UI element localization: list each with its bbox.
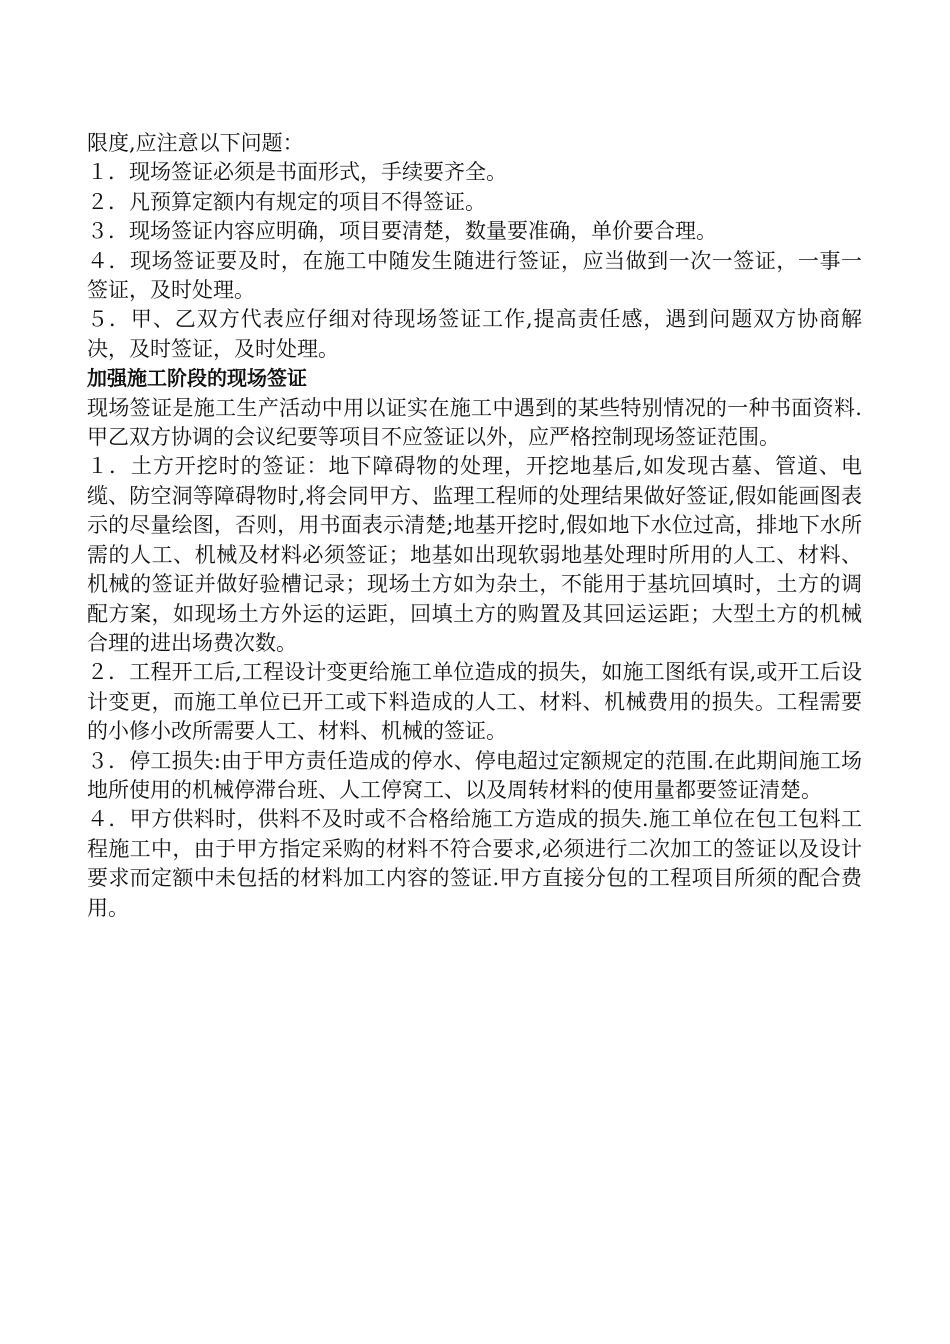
section1-intro: 限度,应注意以下问题：: [87, 131, 304, 155]
list-item: ４．甲方供料时，供料不及时或不合格给施工方造成的损失.施工单位在包工包料工程施工中，由于甲方指定采购的材料不符合要求,必须进行二次加工的签证以及设计要求而定额中未包括的材料加工内容的签证.甲方直接分包的工程项目所须的配合费用。: [87, 807, 862, 920]
document-body: [87, 129, 862, 923]
list-item: ３．现场签证内容应明确，项目要清楚，数量要准确，单价要合理。: [87, 219, 717, 244]
list-item: ２．凡预算定额内有规定的项目不得签证。: [87, 189, 486, 214]
list-item: ２．工程开工后,工程设计变更给施工单位造成的损失，如施工图纸有误,或开工后设计变更，而施工单位已开工或下料造成的人工、材料、机械费用的损失。工程需要的小修小改所需要人工、材料、机械的签证。: [87, 660, 862, 744]
list-item: ４．现场签证要及时，在施工中随发生随进行签证，应当做到一次一签证，一事一签证，及时处理。: [87, 248, 862, 303]
list-item: ３．停工损失:由于甲方责任造成的停水、停电超过定额规定的范围.在此期间施工场地所使用的机械停滞台班、人工停窝工、以及周转材料的使用量都要签证清楚。: [87, 748, 862, 802]
list-item: １．现场签证必须是书面形式，手续要齐全。: [87, 160, 507, 185]
section2-intro: 现场签证是施工生产活动中用以证实在施工中遇到的某些特别情况的一种书面资料.甲乙双方协调的会议纪要等项目不应签证以外，应严格控制现场签证范围。: [87, 395, 862, 450]
list-item: １．土方开挖时的签证：地下障碍物的处理，开挖地基后,如发现古墓、管道、电缆、防空洞等障碍物时,将会同甲方、监理工程师的处理结果做好签证,假如能画图表示的尽量绘图，否则，用书面表示清楚;地基开挖时,假如地下水位过高，排地下水所需的人工、机械及材料必须签证；地基如出现软弱地基处理时所用的人工、材料、机械的签证并做好验槽记录；现场土方如为杂土，不能用于基坑回填时，土方的调配方案，如现场土方外运的运距，回填土方的购置及其回运运距；大型土方的机械合理的进出场费次数。: [87, 454, 862, 655]
section-heading: 加强施工阶段的现场签证: [87, 366, 307, 391]
list-item: ５．甲、乙双方代表应仔细对待现场签证工作,提高责任感，遇到问题双方协商解决，及时签证，及时处理。: [87, 307, 862, 361]
